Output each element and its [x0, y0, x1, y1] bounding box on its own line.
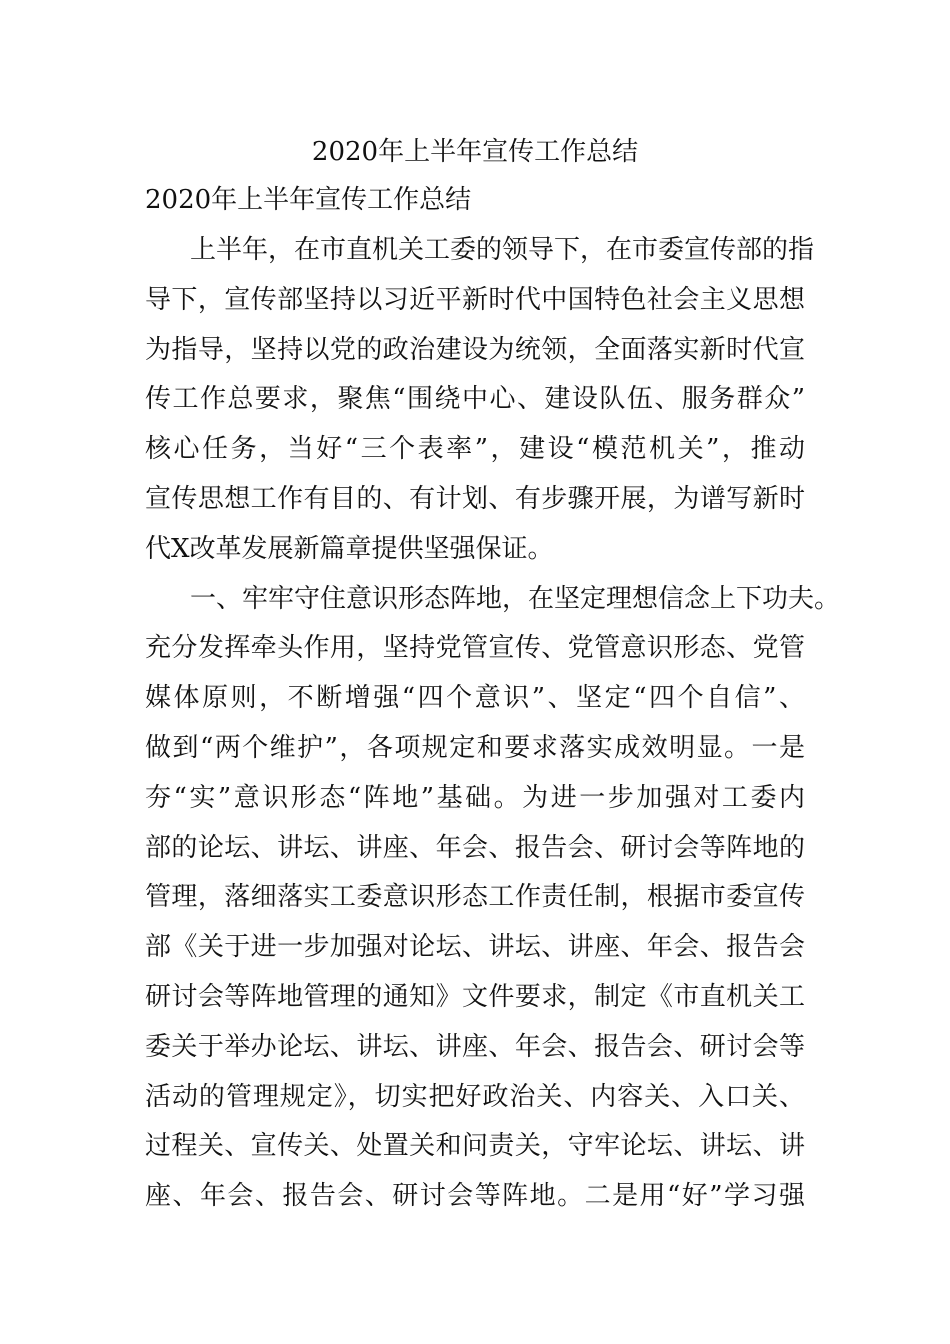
paragraph-line: 传工作总要求，聚焦“围绕中心、建设队伍、服务群众” [145, 384, 805, 415]
paragraph-line: 充分发挥牵头作用，坚持党管宣传、党管意识形态、党管 [145, 633, 805, 664]
paragraph-line: 媒体原则，不断增强“四个意识”、坚定“四个自信”、 [145, 683, 805, 714]
paragraph-line: 夯“实”意识形态“阵地”基础。为进一步加强对工委内 [145, 782, 805, 813]
paragraph-line: 委关于举办论坛、讲坛、讲座、年会、报告会、研讨会等 [145, 1031, 805, 1062]
paragraph-line: 过程关、宣传关、处置关和问责关，守牢论坛、讲坛、讲 [145, 1131, 805, 1162]
paragraph-line: 座、年会、报告会、研讨会等阵地。二是用“好”学习强 [145, 1181, 805, 1212]
paragraph-line: 一、牢牢守住意识形态阵地，在坚定理想信念上下功夫。 [190, 583, 841, 614]
paragraph-line: 代X改革发展新篇章提供坚强保证。 [145, 533, 554, 564]
paragraph-line: 为指导，坚持以党的政治建设为统领，全面落实新时代宣 [145, 334, 805, 365]
paragraph-line: 核心任务，当好“三个表率”，建设“模范机关”，推动 [145, 434, 805, 465]
paragraph-line: 研讨会等阵地管理的通知》文件要求，制定《市直机关工 [145, 982, 805, 1012]
paragraph-line: 宣传思想工作有目的、有计划、有步骤开展，为谱写新时 [145, 484, 805, 514]
paragraph-line: 做到“两个维护”，各项规定和要求落实成效明显。一是 [145, 733, 805, 763]
paragraph-line: 上半年，在市直机关工委的领导下，在市委宣传部的指 [190, 235, 815, 265]
document-title: 2020年上半年宣传工作总结 [311, 137, 639, 167]
paragraph-line: 部《关于进一步加强对论坛、讲坛、讲座、年会、报告会 [145, 932, 805, 963]
paragraph-line: 导下，宣传部坚持以习近平新时代中国特色社会主义思想 [145, 284, 805, 315]
paragraph-line: 活动的管理规定》，切实把好政治关、内容关、入口关、 [145, 1081, 805, 1112]
paragraph-line: 部的论坛、讲坛、讲座、年会、报告会、研讨会等阵地的 [145, 832, 805, 863]
document-subtitle: 2020年上半年宣传工作总结 [145, 185, 472, 215]
paragraph-line: 管理，落细落实工委意识形态工作责任制，根据市委宣传 [145, 882, 805, 913]
